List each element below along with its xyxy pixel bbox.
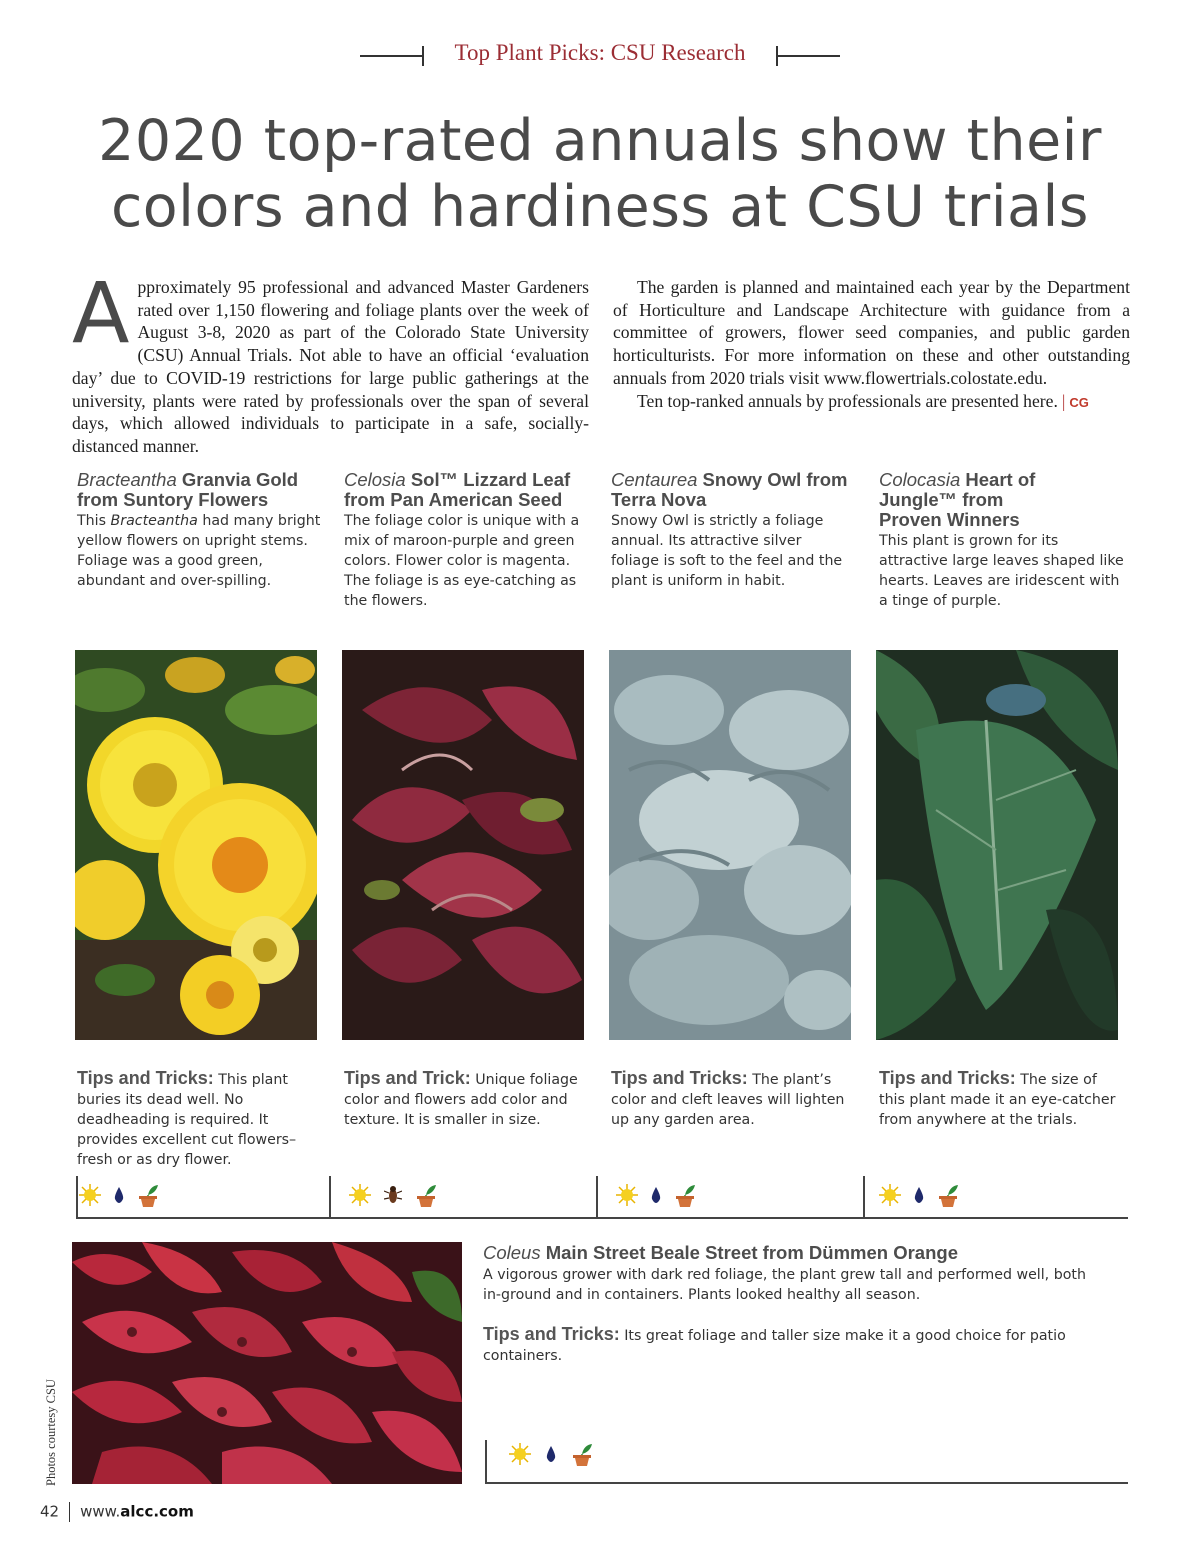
care-icons-colocasia	[878, 1182, 960, 1208]
potted-plant-icon	[673, 1183, 697, 1207]
potted-plant-icon	[936, 1183, 960, 1207]
plant-card-centaurea	[611, 470, 851, 591]
tips-celosia	[344, 1068, 584, 1130]
page-title	[40, 108, 1160, 240]
potted-plant-icon	[136, 1183, 160, 1207]
plant-name: Heart of Jungle™ from Proven Winners	[879, 469, 1036, 530]
tips-text: Unique foliage color and flowers add color and texture. It is smaller in size.	[344, 1072, 578, 1128]
divider-horizontal	[485, 1482, 1128, 1484]
sun-icon	[348, 1183, 372, 1207]
plant-description	[344, 511, 584, 611]
intro-closing-text: Ten top-ranked annuals by professionals are presented here.	[637, 390, 1058, 411]
care-icons-celosia	[348, 1182, 438, 1208]
divider-vertical	[596, 1176, 598, 1219]
footer-url-prefix: www.	[80, 1502, 121, 1521]
plant-card-celosia	[344, 470, 584, 611]
plant-description	[77, 511, 327, 591]
plant-desc-prefix: This	[77, 513, 111, 529]
page-number: 42	[40, 1502, 60, 1521]
plant-description	[879, 531, 1125, 611]
plant-title	[77, 470, 327, 510]
headline-line-1: 2020 top-rated annuals show their	[98, 108, 1102, 174]
water-drop-icon	[651, 1187, 661, 1203]
footer-separator	[69, 1502, 70, 1522]
coleus-description: A vigorous grower with dark red foliage, the plant grew tall and performed well, both in-ground and in containers. Plants looked healthy all season.	[483, 1267, 1086, 1303]
author-signoff: CG	[1069, 394, 1089, 410]
pollinator-icon	[384, 1185, 402, 1205]
plant-genus: Coleus	[483, 1242, 541, 1263]
section-label: Top Plant Picks: CSU Research	[454, 40, 746, 65]
sun-icon	[615, 1183, 639, 1207]
tips-coleus	[483, 1324, 1103, 1366]
tips-text: Its great foliage and taller size make it a good choice for patio containers.	[483, 1328, 1066, 1364]
water-drop-icon	[546, 1446, 556, 1462]
plant-desc-text: This plant is grown for its attractive large leaves shaped like hearts. Leaves are iridescent with a tinge of purple.	[879, 533, 1124, 609]
plant-title	[611, 470, 851, 510]
headline-line-2: colors and hardiness at CSU trials	[110, 174, 1090, 240]
coleus-title	[483, 1242, 1123, 1264]
photo-credit: Photos courtesy CSU	[44, 1379, 58, 1486]
plant-name: Granvia Gold from Suntory Flowers	[77, 469, 299, 510]
colocasia-photo	[876, 650, 1118, 1040]
celosia-photo	[342, 650, 584, 1040]
sun-icon	[78, 1183, 102, 1207]
plant-genus: Bracteantha	[77, 469, 177, 490]
header-rule-right	[776, 55, 840, 57]
tips-label: Tips and Tricks:	[879, 1068, 1016, 1088]
tips-label: Tips and Tricks:	[483, 1324, 620, 1344]
plant-title	[344, 470, 584, 510]
care-icons-centaurea	[615, 1182, 697, 1208]
plant-description	[611, 511, 851, 591]
plant-title	[879, 470, 1059, 530]
tips-centaurea	[611, 1068, 855, 1130]
potted-plant-icon	[570, 1442, 594, 1466]
water-drop-icon	[114, 1187, 124, 1203]
coleus-photo	[72, 1242, 462, 1484]
plant-genus: Centaurea	[611, 469, 698, 490]
tips-text: The plant’s color and cleft leaves will lighten up any garden area.	[611, 1072, 845, 1128]
sun-icon	[878, 1183, 902, 1207]
potted-plant-icon	[414, 1183, 438, 1207]
intro-right-column	[613, 276, 1130, 414]
plant-card-bracteantha	[77, 470, 327, 591]
tips-colocasia	[879, 1068, 1125, 1130]
divider-vertical	[329, 1176, 331, 1219]
plant-genus: Celosia	[344, 469, 406, 490]
plant-name: Main Street Beale Street from Dümmen Orange	[540, 1242, 958, 1263]
plant-desc-italic: Bracteantha	[110, 513, 198, 529]
intro-left-column	[72, 264, 589, 458]
care-icons-bracteantha	[78, 1182, 160, 1208]
plant-name: Sol™ Lizzard Leaf from Pan American Seed	[344, 469, 571, 510]
care-icons-coleus	[508, 1442, 594, 1466]
intro-left-text: pproximately 95 professional and advanced Master Gardeners rated over 1,150 flowering and foliage plants over the week of August 3-8, 2020 as part of the Colorado State University (CSU) Annual Trials. Not able to have an official ‘evaluation day’ due to COVID-19 restrictions for large public gatherings at the university, plants were rated by professionals over the span of several days, which allowed individuals to participate in a safe, socially-distanced manner.	[72, 277, 589, 456]
tips-bracteantha	[77, 1068, 322, 1170]
bracteantha-photo	[75, 650, 317, 1040]
page-footer	[40, 1502, 194, 1522]
plant-name: Snowy Owl from Terra Nova	[611, 469, 848, 510]
plant-desc-text: The foliage color is unique with a mix of maroon-purple and green colors. Flower color is magenta. The foliage is as eye-catching as the flowers.	[344, 513, 580, 609]
tips-label: Tips and Tricks:	[611, 1068, 748, 1088]
centaurea-photo	[609, 650, 851, 1040]
tips-text: The size of this plant made it an eye-catcher from anywhere at the trials.	[879, 1072, 1116, 1128]
divider-vertical	[863, 1176, 865, 1219]
water-drop-icon	[914, 1187, 924, 1203]
sun-icon	[508, 1442, 532, 1466]
signoff-separator: |	[1061, 390, 1066, 411]
intro-right-paragraph-1: The garden is planned and maintained each year by the Department of Horticulture and Landscape Architecture with guidance from a committee of growers, flower seed companies, and public garden horticulturists. For more information on these and other outstanding annuals from 2020 trials visit www.flowertrials.colostate.edu.	[613, 277, 1130, 388]
tips-label: Tips and Trick:	[344, 1068, 471, 1088]
intro-right-paragraph-2	[613, 390, 1130, 415]
footer-url-domain: alcc.com	[120, 1502, 194, 1521]
plant-genus: Colocasia	[879, 469, 961, 490]
plant-desc-text: Snowy Owl is strictly a foliage annual. Its attractive silver foliage is soft to the feel and the plant is uniform in habit.	[611, 513, 843, 589]
plant-desc-text: had many bright yellow flowers on upright stems. Foliage was a good green, abundant and over-spilling.	[77, 513, 321, 589]
tips-label: Tips and Tricks:	[77, 1068, 214, 1088]
divider-horizontal	[76, 1217, 1128, 1219]
tips-text: This plant buries its dead well. No deadheading is required. It provides excellent cut flowers–fresh or as dry flower.	[77, 1072, 297, 1168]
divider-vertical	[485, 1440, 487, 1484]
plant-card-colocasia	[879, 470, 1125, 611]
drop-cap: A	[72, 264, 130, 362]
